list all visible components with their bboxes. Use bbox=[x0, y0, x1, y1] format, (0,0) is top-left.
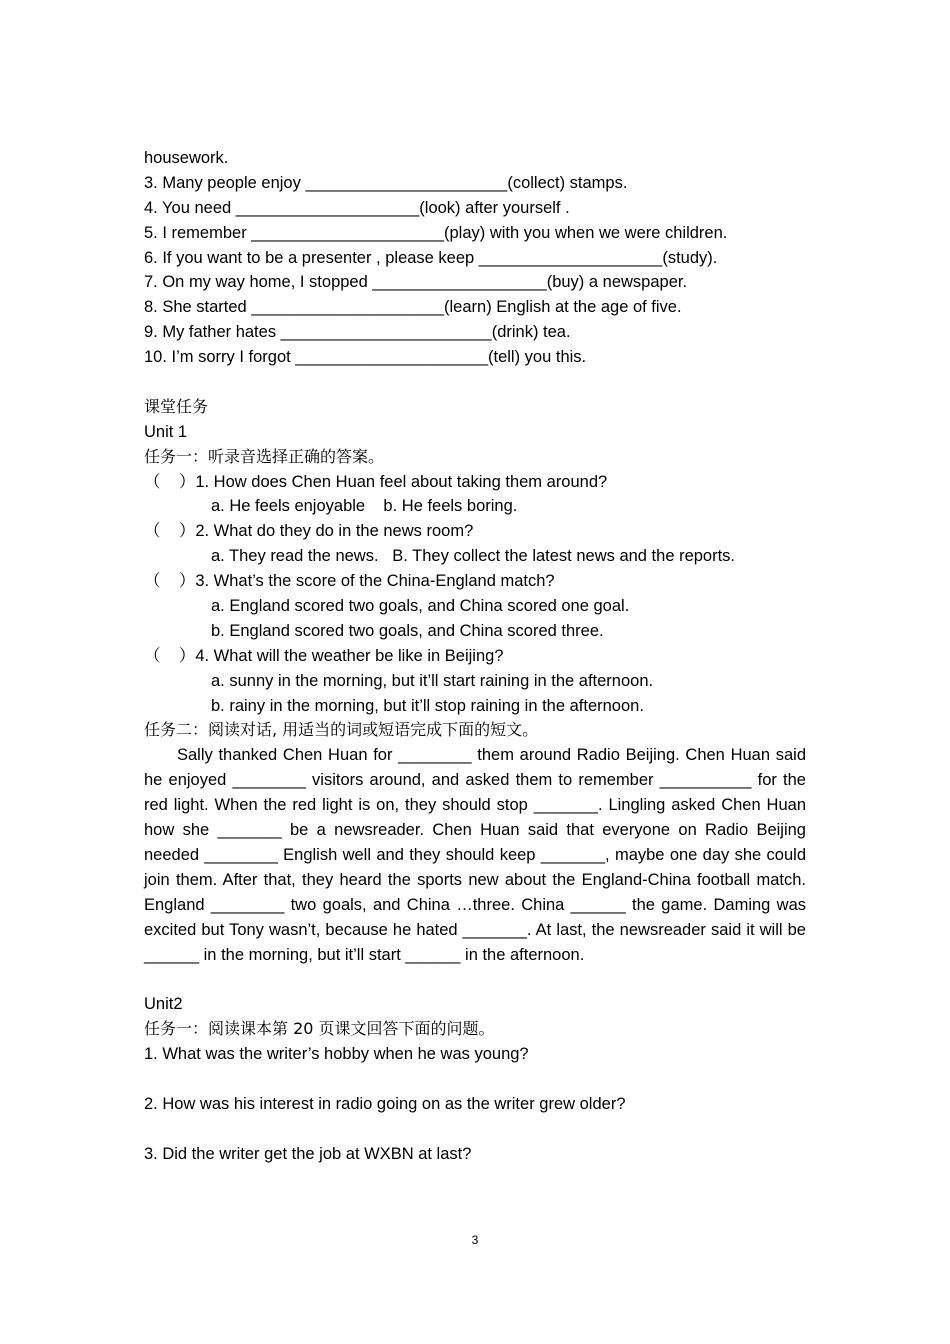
exercise-line-4: 4. You need ____________________(look) after yourself . bbox=[144, 198, 570, 217]
answer-space bbox=[144, 1067, 806, 1092]
spacer bbox=[144, 370, 806, 395]
exercise-line-10: 10. I’m sorry I forgot _____________________(tell) you this. bbox=[144, 348, 587, 367]
exercise-line-8: 8. She started _____________________(learn) English at the age of five. bbox=[144, 298, 682, 317]
listening-question-4: （ ）4. What will the weather be like in Beijing? bbox=[144, 646, 504, 665]
listening-question-2-options: a. They read the news. B. They collect the latest news and the reports. bbox=[211, 547, 736, 566]
spacer bbox=[144, 968, 806, 993]
cloze-paragraph: Sally thanked Chen Huan for ________ them around Radio Beijing. Chen Huan said he enjoyed ________ visitors around, and asked them to remember __________ for the red light. When the red light is on, they should stop _______. Lingling asked Chen Huan how she _______ be a newsreader. Chen Huan said that everyone on Radio Beijing needed ________ English well and they should keep _______, maybe one day she could join them. After that, they heard the sports new about the England-China football match. England ________ two goals, and China …three. China ______ the game. Daming was excited but Tony wasn’t, because he hated _______. At last, the newsreader said it will be ______ in the morning, but it’ll start ______ in the afternoon. bbox=[144, 746, 806, 964]
exercise-line-9: 9. My father hates _______________________(drink) tea. bbox=[144, 323, 571, 342]
unit1-task2-heading: 任务二：阅读对话, 用适当的词或短语完成下面的短文。 bbox=[144, 720, 539, 740]
listening-question-3: （ ）3. What’s the score of the China-England match? bbox=[144, 572, 555, 591]
answer-space bbox=[144, 1117, 806, 1142]
reading-question-1: 1. What was the writer’s hobby when he was young? bbox=[144, 1045, 529, 1064]
listening-question-1-options: a. He feels enjoyable b. He feels boring. bbox=[211, 497, 518, 516]
listening-question-2: （ ）2. What do they do in the news room? bbox=[144, 522, 474, 541]
page-number: 3 bbox=[471, 1233, 479, 1247]
exercise-line-5: 5. I remember _____________________(play) with you when we were children. bbox=[144, 223, 728, 242]
exercise-line-3: 3. Many people enjoy ______________________(collect) stamps. bbox=[144, 173, 628, 192]
listening-question-1: （ ）1. How does Chen Huan feel about taking them around? bbox=[144, 472, 608, 491]
exercise-line-7: 7. On my way home, I stopped ___________________(buy) a newspaper. bbox=[144, 273, 688, 292]
listening-question-3-option-a: a. England scored two goals, and China scored one goal. bbox=[211, 597, 630, 616]
exercise-line-continuation: housework. bbox=[144, 149, 229, 167]
listening-question-4-option-b: b. rainy in the morning, but it’ll stop raining in the afternoon. bbox=[211, 696, 644, 715]
unit2-title: Unit2 bbox=[144, 995, 183, 1014]
top-exercise-list bbox=[144, 146, 806, 370]
listening-question-4-option-a: a. sunny in the morning, but it’ll start raining in the afternoon. bbox=[211, 671, 654, 690]
unit1-title: Unit 1 bbox=[144, 422, 188, 441]
classroom-tasks-heading: 课堂任务 bbox=[144, 396, 209, 416]
listening-question-3-option-b: b. England scored two goals, and China scored three. bbox=[211, 621, 604, 640]
exercise-line-6: 6. If you want to be a presenter , please keep ____________________(study). bbox=[144, 248, 718, 267]
unit2-section bbox=[144, 992, 806, 1166]
document-page bbox=[144, 146, 806, 1167]
unit1-section bbox=[144, 420, 806, 968]
unit2-task1-heading: 任务一：阅读课本第 20 页课文回答下面的问题。 bbox=[144, 1019, 495, 1039]
unit1-task1-heading: 任务一：听录音选择正确的答案。 bbox=[144, 446, 385, 466]
reading-question-3: 3. Did the writer get the job at WXBN at last? bbox=[144, 1144, 472, 1163]
reading-question-2: 2. How was his interest in radio going on as the writer grew older? bbox=[144, 1094, 626, 1113]
